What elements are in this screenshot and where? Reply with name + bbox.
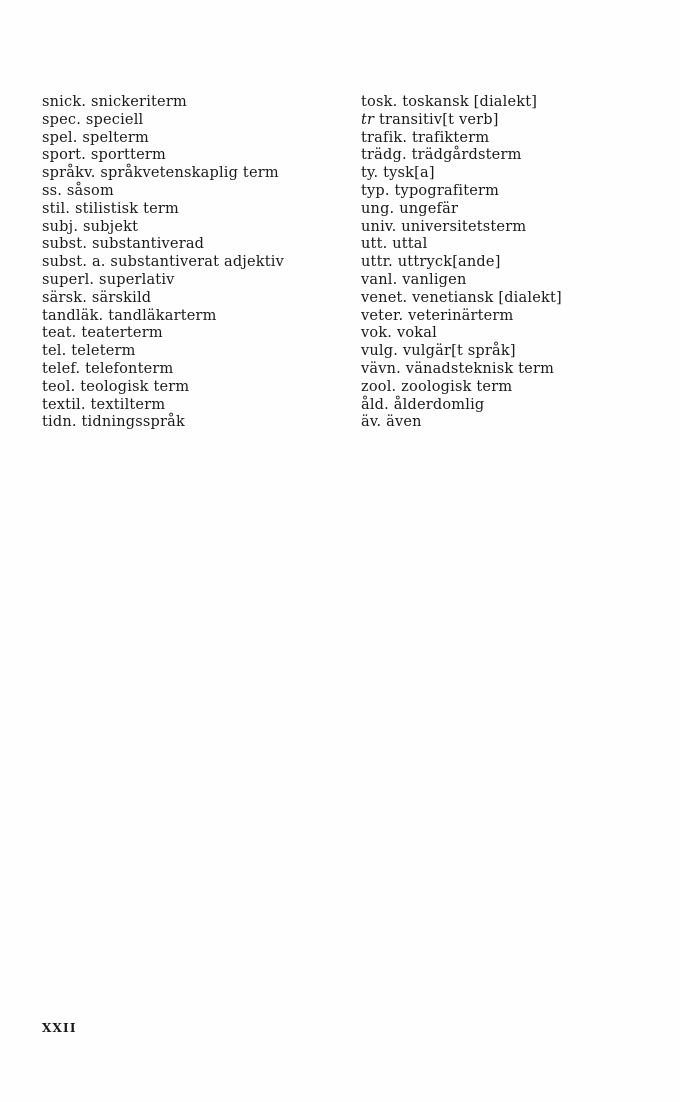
- page-number: XXII: [42, 1021, 77, 1035]
- abbreviation-meaning: sportterm: [90, 147, 166, 164]
- abbreviation-meaning: uttryck[ande]: [397, 254, 501, 271]
- abbreviation: subst. a.: [42, 254, 106, 271]
- abbreviation: textil.: [42, 396, 86, 413]
- abbreviation-meaning: subjekt: [82, 218, 139, 235]
- abbreviation-meaning: stilistisk term: [74, 200, 179, 217]
- abbreviation-meaning: snickeriterm: [90, 94, 187, 110]
- abbreviation: typ.: [361, 182, 390, 199]
- abbreviation-entry: [42, 201, 342, 219]
- abbreviation-entry: [361, 112, 661, 130]
- abbreviation-entry: [361, 290, 661, 308]
- abbreviation: vulg.: [361, 343, 399, 360]
- abbreviation: språkv.: [42, 165, 96, 182]
- abbreviation-meaning: telefonterm: [85, 360, 174, 377]
- abbreviation-meaning: speciell: [85, 111, 144, 128]
- abbreviation-meaning: universitetsterm: [401, 218, 527, 235]
- abbreviation-meaning: zoologisk term: [401, 378, 513, 395]
- abbreviation-meaning: venetiansk [dialekt]: [412, 289, 562, 306]
- abbreviation-entry: [42, 219, 342, 237]
- abbreviation-entry: [361, 254, 661, 272]
- abbreviation-meaning: vänadsteknisk term: [405, 360, 555, 377]
- abbreviation-entry: [361, 94, 661, 112]
- abbreviation-meaning: särskild: [91, 289, 152, 306]
- abbreviation-entry: [42, 94, 342, 112]
- abbreviation-meaning: vanligen: [402, 271, 467, 288]
- abbreviation: trädg.: [361, 147, 407, 164]
- abbreviation: zool.: [361, 378, 397, 395]
- abbreviation-meaning: även: [386, 414, 422, 431]
- abbreviation-meaning: såsom: [66, 182, 114, 199]
- abbreviation: särsk.: [42, 289, 88, 306]
- abbreviation-meaning: trädgårdsterm: [411, 147, 522, 164]
- abbreviation-entry: [361, 308, 661, 326]
- abbreviation-meaning: teologisk term: [80, 378, 190, 395]
- abbreviation: teat.: [42, 325, 77, 342]
- abbreviation: tel.: [42, 343, 67, 360]
- abbreviation: veter.: [361, 307, 404, 324]
- abbreviation: tandläk.: [42, 307, 104, 324]
- abbreviation-entry: [361, 147, 661, 165]
- abbreviation-meaning: tandläkarterm: [108, 307, 217, 324]
- abbreviation-meaning: veterinärterm: [408, 307, 514, 324]
- abbreviation-entry: [42, 112, 342, 130]
- abbreviation: venet.: [361, 289, 408, 306]
- abbreviation: vävn.: [361, 360, 401, 377]
- abbreviation: snick.: [42, 94, 87, 110]
- abbreviation-entry: [42, 343, 342, 361]
- abbreviation-meaning: vokal: [396, 325, 437, 342]
- abbreviation: sport.: [42, 147, 87, 164]
- abbreviation-entry: [361, 201, 661, 219]
- abbreviation-entry: [42, 361, 342, 379]
- abbreviation-meaning: transitiv[t verb]: [378, 111, 499, 128]
- abbreviation-entry: [42, 147, 342, 165]
- abbreviation: åld.: [361, 396, 389, 413]
- abbreviation-meaning: tysk[a]: [383, 165, 435, 182]
- abbreviation-meaning: substantiverat adjektiv: [110, 254, 285, 271]
- abbreviation-meaning: ålderdomlig: [393, 396, 485, 413]
- abbreviation-entry: [42, 236, 342, 254]
- abbreviation: subst.: [42, 236, 88, 253]
- abbreviation-entry: [42, 414, 342, 432]
- abbreviation-meaning: toskansk [dialekt]: [402, 94, 538, 110]
- abbreviation-entry: [361, 325, 661, 343]
- abbreviation-list-left: [42, 94, 342, 432]
- abbreviation-entry: [361, 379, 661, 397]
- abbreviation-meaning: vulgär[t språk]: [402, 343, 516, 360]
- abbreviation: vok.: [361, 325, 393, 342]
- abbreviation: telef.: [42, 360, 81, 377]
- abbreviation-entry: [42, 272, 342, 290]
- abbreviation-entry: [42, 254, 342, 272]
- abbreviation-entry: [42, 165, 342, 183]
- abbreviation-meaning: superlativ: [99, 271, 175, 288]
- abbreviation-meaning: ungefär: [399, 200, 459, 217]
- abbreviation: utt.: [361, 236, 388, 253]
- abbreviation-entry: [42, 379, 342, 397]
- abbreviation: tosk.: [361, 94, 398, 110]
- abbreviation: spel.: [42, 129, 78, 146]
- abbreviation-entry: [42, 183, 342, 201]
- abbreviation: ty.: [361, 165, 379, 182]
- abbreviation-entry: [42, 130, 342, 148]
- abbreviation-meaning: tidningsspråk: [81, 414, 185, 431]
- abbreviation: subj.: [42, 218, 79, 235]
- abbreviation: teol.: [42, 378, 76, 395]
- abbreviation-entry: [361, 165, 661, 183]
- abbreviation-meaning: uttal: [392, 236, 428, 253]
- abbreviation: uttr.: [361, 254, 393, 271]
- abbreviation-entry: [361, 236, 661, 254]
- abbreviation: tr: [361, 111, 375, 128]
- abbreviation-entry: [361, 343, 661, 361]
- abbreviation-meaning: teaterterm: [81, 325, 163, 342]
- abbreviation-entry: [361, 414, 661, 432]
- abbreviation: superl.: [42, 271, 95, 288]
- abbreviation-entry: [42, 290, 342, 308]
- abbreviation: spec.: [42, 111, 82, 128]
- abbreviation-meaning: substantiverad: [91, 236, 205, 253]
- abbreviation: tidn.: [42, 414, 77, 431]
- abbreviation: stil.: [42, 200, 71, 217]
- abbreviation-entry: [361, 397, 661, 415]
- abbreviation-entry: [361, 219, 661, 237]
- abbreviation-meaning: typografiterm: [394, 182, 500, 199]
- abbreviation-entry: [361, 183, 661, 201]
- abbreviation-meaning: textilterm: [90, 396, 166, 413]
- abbreviation-entry: [42, 325, 342, 343]
- abbreviation-entry: [361, 361, 661, 379]
- abbreviation-meaning: spelterm: [82, 129, 150, 146]
- abbreviation: ung.: [361, 200, 395, 217]
- abbreviation: univ.: [361, 218, 397, 235]
- abbreviation-list-right: [361, 94, 661, 432]
- abbreviation: äv.: [361, 414, 382, 431]
- abbreviation: ss.: [42, 182, 63, 199]
- abbreviation: trafik.: [361, 129, 408, 146]
- abbreviation: vanl.: [361, 271, 398, 288]
- abbreviation-entry: [42, 397, 342, 415]
- abbreviation-entry: [361, 130, 661, 148]
- abbreviation-meaning: trafikterm: [412, 129, 490, 146]
- abbreviation-meaning: teleterm: [71, 343, 136, 360]
- abbreviation-entry: [42, 308, 342, 326]
- abbreviation-meaning: språkvetenskaplig term: [100, 165, 279, 182]
- abbreviation-entry: [361, 272, 661, 290]
